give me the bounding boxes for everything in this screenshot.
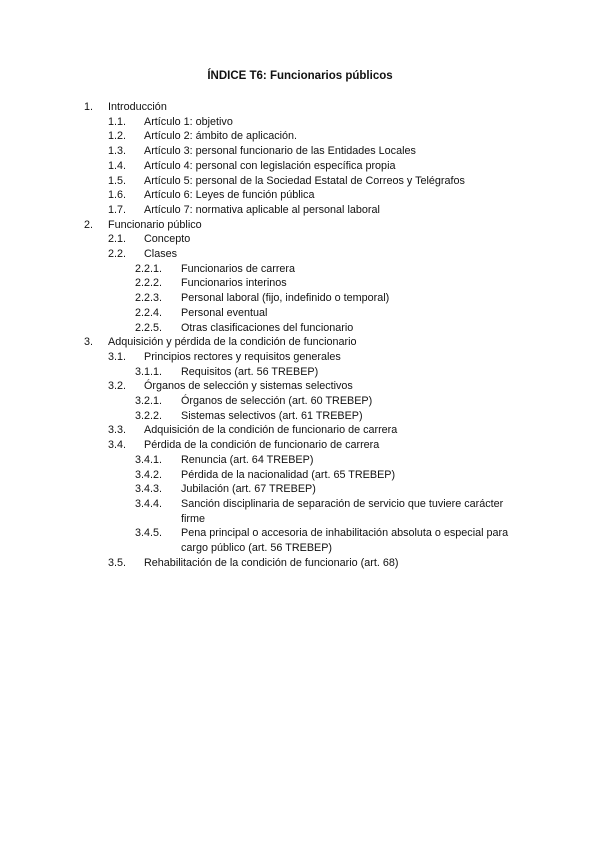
toc-entry bbox=[0, 423, 600, 438]
toc-entry bbox=[0, 100, 600, 115]
toc-entry-number: 1.2. bbox=[108, 130, 127, 143]
toc-entry-number: 2.2. bbox=[108, 248, 127, 261]
toc-entry-number: 2.2.1. bbox=[135, 262, 163, 275]
toc-entry-text: Jubilación (art. 67 TREBEP) bbox=[181, 483, 316, 496]
toc-entry-number: 3.4.3. bbox=[135, 483, 163, 496]
toc-entry-text: Principios rectores y requisitos generales bbox=[144, 350, 341, 363]
toc-entry-text: Otras clasificaciones del funcionario bbox=[181, 321, 354, 334]
toc-entry bbox=[0, 556, 600, 571]
toc-entry-text: Órganos de selección y sistemas selectivos bbox=[144, 380, 353, 393]
toc-entry-number: 3.5. bbox=[108, 556, 127, 569]
toc-entry-number: 3.2.1. bbox=[135, 395, 163, 408]
toc-entry-text: Adquisición de la condición de funcionario de carrera bbox=[144, 424, 398, 437]
toc-entry bbox=[0, 291, 600, 306]
toc-entry-number: 3.4.4. bbox=[135, 497, 163, 510]
toc-entry-number: 1.4. bbox=[108, 159, 127, 172]
toc-entry-number: 1.3. bbox=[108, 145, 127, 158]
toc-entry bbox=[0, 453, 600, 468]
toc-entry bbox=[0, 365, 600, 380]
toc-entry-text: Órganos de selección (art. 60 TREBEP) bbox=[181, 395, 373, 408]
toc-entry-number: 3.2.2. bbox=[135, 409, 163, 422]
toc-entry-text: Artículo 6: Leyes de función pública bbox=[144, 189, 315, 202]
toc-entry-number: 3.4.5. bbox=[135, 527, 163, 540]
toc-entry bbox=[0, 276, 600, 291]
toc-entry-text: Pérdida de la nacionalidad (art. 65 TREBEP) bbox=[181, 468, 396, 481]
toc-entry-text: Personal laboral (fijo, indefinido o temporal) bbox=[181, 292, 390, 305]
toc-entry-text: Adquisición y pérdida de la condición de funcionario bbox=[108, 336, 357, 349]
toc-entry bbox=[0, 350, 600, 365]
toc-entry-text: Funcionarios de carrera bbox=[181, 262, 296, 275]
toc-entry-text: Renuncia (art. 64 TREBEP) bbox=[181, 453, 314, 466]
toc-entry-text: Artículo 7: normativa aplicable al personal laboral bbox=[144, 203, 380, 216]
toc-entry bbox=[0, 262, 600, 277]
toc-entry bbox=[0, 159, 600, 174]
toc-entry-text: Sistemas selectivos (art. 61 TREBEP) bbox=[181, 409, 363, 422]
toc-entry bbox=[0, 174, 600, 189]
toc-entry bbox=[0, 409, 600, 424]
toc-entry-text: Funcionario público bbox=[108, 218, 202, 231]
toc-entry bbox=[0, 438, 600, 453]
toc-entry-number: 2.2.4. bbox=[135, 306, 163, 319]
toc-entry-number: 3.4.2. bbox=[135, 468, 163, 481]
toc-entry-number: 2.1. bbox=[108, 233, 127, 246]
toc-entry bbox=[0, 482, 600, 497]
toc-entry bbox=[0, 468, 600, 483]
toc-entry-text: Artículo 1: objetivo bbox=[144, 115, 233, 128]
toc-entry bbox=[0, 394, 600, 409]
toc-entry bbox=[0, 144, 600, 159]
toc-entry bbox=[0, 218, 600, 233]
toc-entry-text: Introducción bbox=[108, 101, 167, 113]
toc-entry-number: 2.2.2. bbox=[135, 277, 163, 290]
toc-entry-number: 2. bbox=[84, 218, 94, 231]
toc-entry-text: Funcionarios interinos bbox=[181, 277, 287, 290]
toc-entry-number: 1.5. bbox=[108, 174, 127, 187]
toc-entry-text: Clases bbox=[144, 248, 178, 261]
toc-entry-text: Concepto bbox=[144, 233, 191, 246]
toc-entry-number: 3.1. bbox=[108, 350, 127, 363]
toc-entry bbox=[0, 188, 600, 203]
toc-entry bbox=[0, 526, 600, 555]
table-of-contents bbox=[0, 100, 600, 571]
toc-entry-number: 1.7. bbox=[108, 203, 127, 216]
toc-entry bbox=[0, 129, 600, 144]
toc-entry-text: Artículo 4: personal con legislación específica propia bbox=[144, 159, 396, 172]
toc-entry-text: Rehabilitación de la condición de funcionario (art. 68) bbox=[144, 556, 399, 569]
toc-entry-number: 3.4.1. bbox=[135, 453, 163, 466]
toc-entry-number: 3. bbox=[84, 336, 94, 349]
toc-entry bbox=[0, 335, 600, 350]
toc-entry-number: 3.2. bbox=[108, 380, 127, 393]
toc-entry-text: Artículo 5: personal de la Sociedad Estatal de Correos y Telégrafos bbox=[144, 174, 465, 187]
toc-entry bbox=[0, 321, 600, 336]
toc-entry-text: Pérdida de la condición de funcionario de carrera bbox=[144, 439, 380, 452]
toc-entry bbox=[0, 497, 600, 526]
toc-entry-number: 1. bbox=[84, 101, 94, 113]
toc-entry-number: 3.3. bbox=[108, 424, 127, 437]
toc-entry-text: Sanción disciplinaria de separación de servicio que tuviere carácter firme bbox=[181, 497, 504, 525]
toc-entry bbox=[0, 379, 600, 394]
toc-entry bbox=[0, 306, 600, 321]
toc-entry-text: Requisitos (art. 56 TREBEP) bbox=[181, 365, 319, 378]
toc-entry-number: 3.1.1. bbox=[135, 365, 163, 378]
toc-entry-number: 3.4. bbox=[108, 439, 127, 452]
toc-entry-number: 1.6. bbox=[108, 189, 127, 202]
toc-entry-number: 2.2.5. bbox=[135, 321, 163, 334]
toc-entry-text: Pena principal o accesoria de inhabilitación absoluta o especial para cargo público (art. 56 TREBEP) bbox=[181, 527, 509, 555]
toc-entry-text: Artículo 3: personal funcionario de las Entidades Locales bbox=[144, 145, 416, 158]
toc-entry bbox=[0, 115, 600, 130]
toc-entry bbox=[0, 247, 600, 262]
toc-entry-text: Artículo 2: ámbito de aplicación. bbox=[144, 130, 298, 143]
toc-entry bbox=[0, 203, 600, 218]
page-title: ÍNDICE T6: Funcionarios públicos bbox=[207, 70, 393, 82]
toc-entry-number: 1.1. bbox=[108, 115, 127, 128]
toc-entry-text: Personal eventual bbox=[181, 306, 268, 319]
toc-entry-number: 2.2.3. bbox=[135, 292, 163, 305]
toc-entry bbox=[0, 232, 600, 247]
